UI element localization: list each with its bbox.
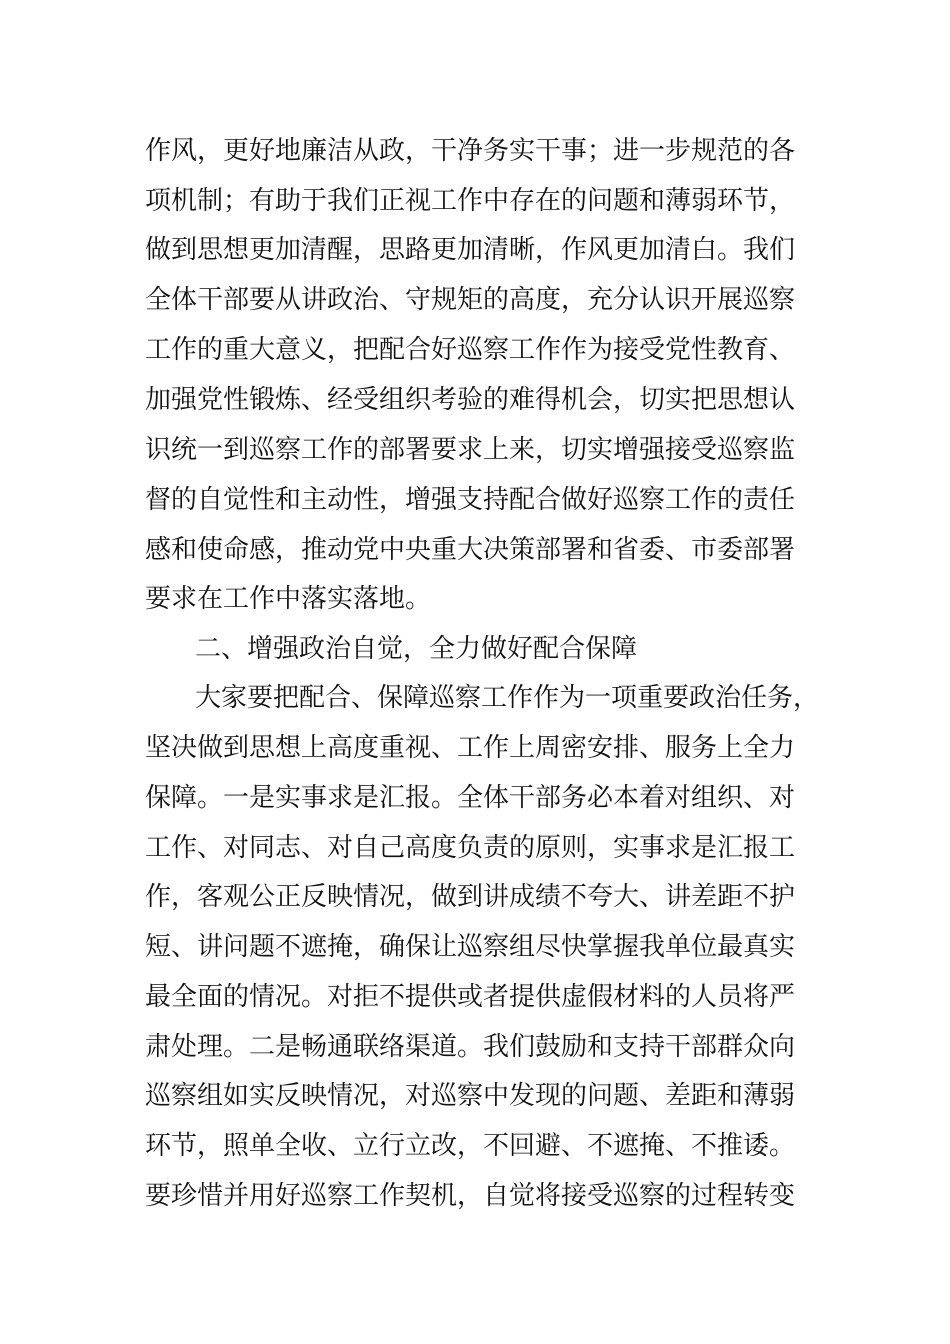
text-line: 加强党性锻炼、经受组织考验的难得机会，切实把思想认 xyxy=(145,385,796,415)
text-line: 全体干部要从讲政治、守规矩的高度，充分认识开展巡察 xyxy=(145,285,796,315)
text-line: 肃处理。二是畅通联络渠道。我们鼓励和支持干部群众向 xyxy=(145,1032,796,1062)
text-line: 最全面的情况。对拒不提供或者提供虚假材料的人员将严 xyxy=(145,982,796,1012)
text-line: 感和使命感，推动党中央重大决策部署和省委、市委部署 xyxy=(145,535,796,565)
text-line: 环节，照单全收、立行立改，不回避、不遮掩、不推诿。 xyxy=(145,1131,796,1161)
text-line: 要珍惜并用好巡察工作契机，自觉将接受巡察的过程转变 xyxy=(145,1181,796,1211)
text-line: 做到思想更加清醒，思路更加清晰，作风更加清白。我们 xyxy=(145,235,796,265)
text-line: 短、讲问题不遮掩，确保让巡察组尽快掌握我单位最真实 xyxy=(145,932,796,962)
text-line: 督的自觉性和主动性，增强支持配合做好巡察工作的责任 xyxy=(145,485,796,515)
text-line: 作风，更好地廉洁从政，干净务实干事；进一步规范的各 xyxy=(145,136,796,166)
text-line: 项机制；有助于我们正视工作中存在的问题和薄弱环节， xyxy=(145,186,796,216)
text-line: 识统一到巡察工作的部署要求上来，切实增强接受巡察监 xyxy=(145,435,796,465)
section-heading: 二、增强政治自觉，全力做好配合保障 xyxy=(195,634,638,664)
text-line: 工作的重大意义，把配合好巡察工作作为接受党性教育、 xyxy=(145,335,796,365)
text-line: 大家要把配合、保障巡察工作作为一项重要政治任务， xyxy=(195,683,820,713)
text-line: 要求在工作中落实落地。 xyxy=(145,584,432,614)
text-line: 坚决做到思想上高度重视、工作上周密安排、服务上全力 xyxy=(145,733,796,763)
text-line: 保障。一是实事求是汇报。全体干部务必本着对组织、对 xyxy=(145,783,796,813)
text-line: 工作、对同志、对自己高度负责的原则，实事求是汇报工 xyxy=(145,833,796,863)
text-line: 巡察组如实反映情况，对巡察中发现的问题、差距和薄弱 xyxy=(145,1081,796,1111)
text-line: 作，客观公正反映情况，做到讲成绩不夸大、讲差距不护 xyxy=(145,882,796,912)
